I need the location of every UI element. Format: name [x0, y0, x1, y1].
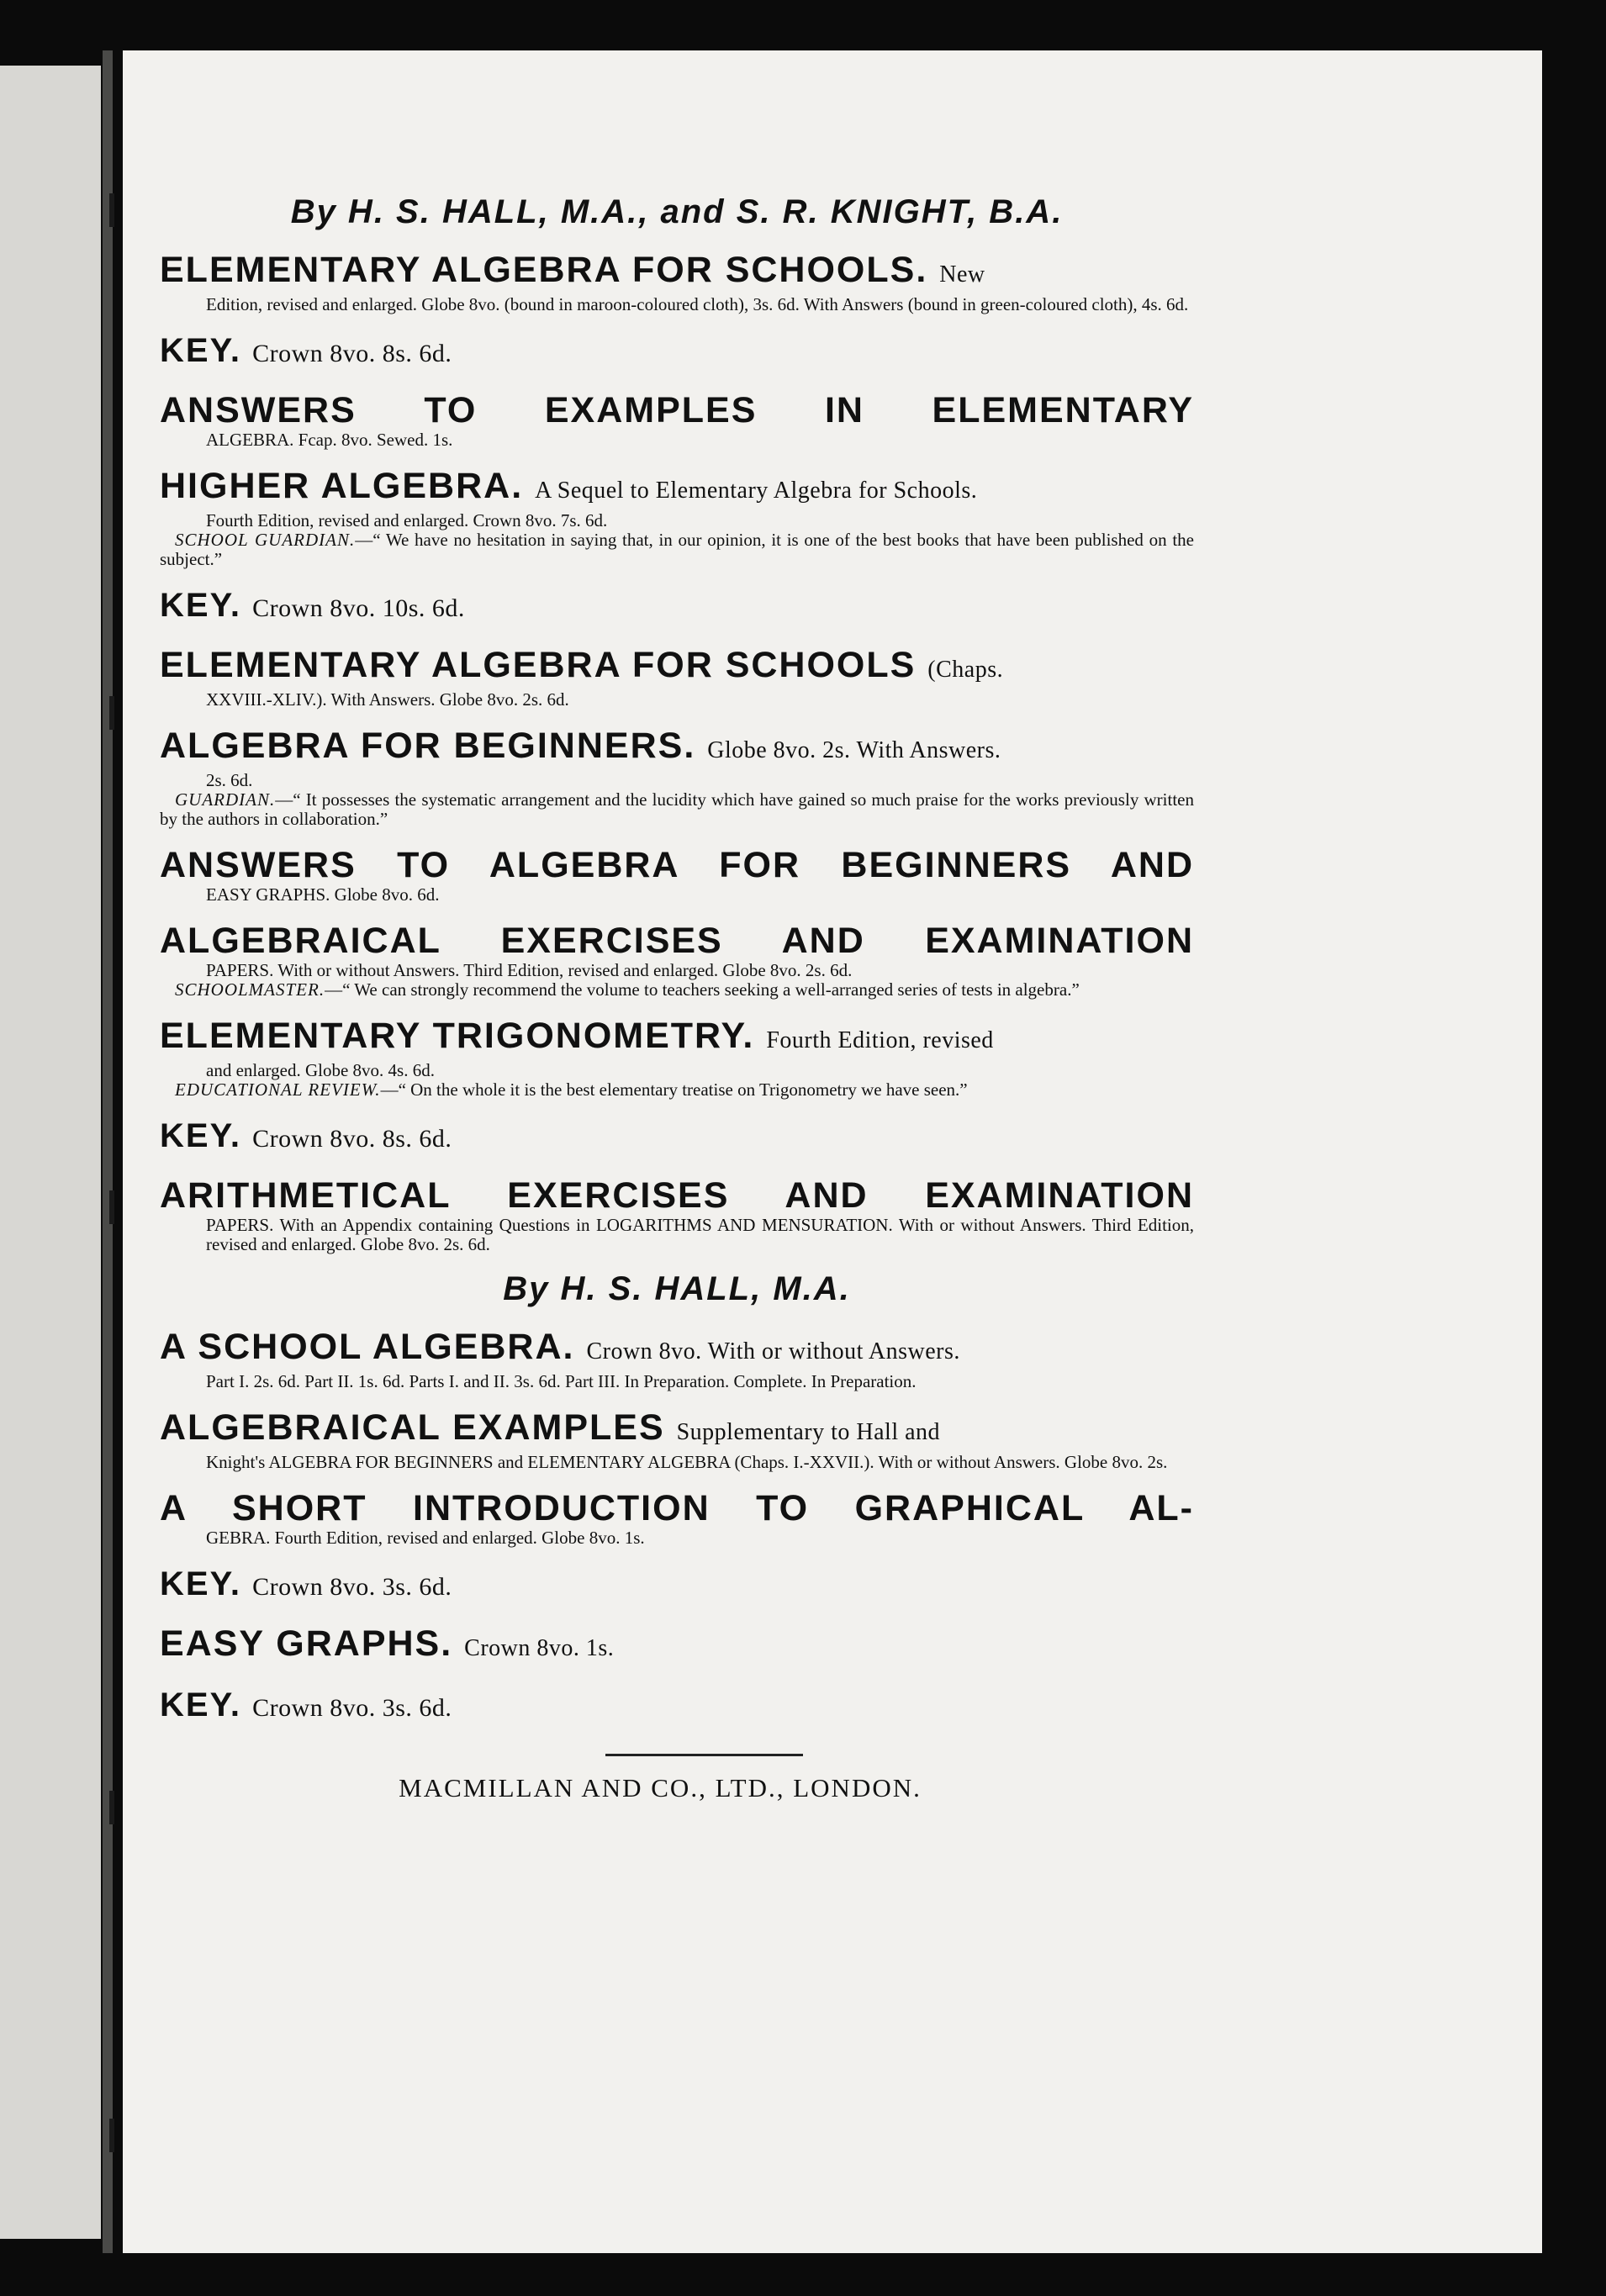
book-title-line: [160, 921, 1194, 961]
book-title-detail: Crown 8vo. With or without Answers.: [586, 1338, 960, 1364]
book-title: HIGHER ALGEBRA.: [160, 466, 524, 506]
book-description: EASY GRAPHS. Globe 8vo. 6d.: [206, 884, 440, 905]
book-title-detail: Crown 8vo. 8s. 6d.: [252, 340, 452, 367]
book-description: Fourth Edition, revised and enlarged. Crown 8vo. 7s. 6d.: [206, 510, 608, 530]
book-title: EASY GRAPHS.: [160, 1623, 453, 1664]
review-quote: —“ We can strongly recommend the volume to teachers seeking a well-arranged series of tests in algebra.”: [325, 979, 1080, 1000]
book-entry: [160, 466, 1194, 569]
book-title: ARITHMETICAL EXERCISES AND EXAMINATION: [160, 1175, 1194, 1216]
book-title: ALGEBRAICAL EXERCISES AND EXAMINATION: [160, 921, 1194, 961]
press-review: [160, 1080, 1194, 1100]
book-title-line: [160, 1564, 1194, 1607]
book-entry: [160, 845, 1194, 905]
book-entry: [160, 1623, 1194, 1669]
book-entry: [160, 250, 1194, 314]
book-title-line: [160, 1016, 1194, 1061]
book-title: KEY.: [160, 587, 241, 624]
review-source: SCHOOL GUARDIAN.: [175, 530, 356, 550]
book-title: ELEMENTARY ALGEBRA FOR SCHOOLS.: [160, 250, 928, 290]
book-entry: [160, 1327, 1194, 1391]
author-byline: By H. S. HALL, M.A., and S. R. KNIGHT, B.A.: [290, 193, 1064, 230]
book-entry: [160, 921, 1194, 1000]
review-quote: —“ On the whole it is the best elementary treatise on Trigonometry we have seen.”: [380, 1079, 968, 1100]
book-description: Edition, revised and enlarged. Globe 8vo. (bound in maroon-coloured cloth), 3s. 6d. With Answers (bound in green-coloured cloth), 4s. 6d.: [206, 294, 1189, 314]
book-entry: [160, 1407, 1194, 1472]
divider-rule: [605, 1754, 803, 1756]
book-title: KEY.: [160, 1117, 241, 1154]
book-entry: [160, 1564, 1194, 1607]
book-description: and enlarged. Globe 8vo. 4s. 6d.: [206, 1060, 435, 1080]
book-description: PAPERS. With an Appendix containing Questions in LOGARITHMS AND MENSURATION. With or without Answers. Third Edition, revised and enlarged. Globe 8vo. 2s. 6d.: [206, 1215, 1194, 1254]
book-title-detail: Globe 8vo. 2s. With Answers.: [707, 737, 1001, 763]
book-title-detail: A Sequel to Elementary Algebra for Schools.: [535, 478, 978, 504]
book-title-line: [160, 726, 1194, 771]
book-title: ELEMENTARY ALGEBRA FOR SCHOOLS: [160, 645, 917, 685]
book-description: XXVIII.-XLIV.). With Answers. Globe 8vo. 2s. 6d.: [206, 689, 569, 710]
book-title-line: [160, 390, 1194, 430]
book-entry: [160, 1116, 1194, 1159]
book-description: Knight's ALGEBRA FOR BEGINNERS and ELEMENTARY ALGEBRA (Chaps. I.-XXVII.). With or without Answers. Globe 8vo. 2s.: [206, 1452, 1168, 1472]
book-title-line: [160, 1685, 1194, 1729]
book-title-line: [160, 1488, 1194, 1528]
book-entry: [160, 726, 1194, 829]
book-title-line: [160, 1116, 1194, 1159]
book-description: ALGEBRA. Fcap. 8vo. Sewed. 1s.: [206, 430, 453, 450]
book-entry: [160, 1488, 1194, 1548]
book-title: ELEMENTARY TRIGONOMETRY.: [160, 1016, 755, 1056]
book-title-detail: Crown 8vo. 1s.: [464, 1635, 615, 1661]
book-title-detail: New: [939, 261, 985, 288]
book-title-line: [160, 645, 1194, 690]
book-list-hall-knight: [160, 250, 1194, 1254]
book-description: GEBRA. Fourth Edition, revised and enlarged. Globe 8vo. 1s.: [206, 1528, 645, 1548]
review-source: EDUCATIONAL REVIEW.: [175, 1079, 381, 1100]
book-title: ALGEBRAICAL EXAMPLES: [160, 1407, 665, 1448]
book-title-line: [160, 1175, 1194, 1216]
book-entry: [160, 645, 1194, 710]
book-title-detail: Crown 8vo. 10s. 6d.: [252, 594, 465, 622]
book-description: PAPERS. With or without Answers. Third Edition, revised and enlarged. Globe 8vo. 2s. 6d.: [206, 960, 853, 980]
book-entry: [160, 330, 1194, 374]
book-title-line: [160, 250, 1194, 295]
book-title-detail: Crown 8vo. 3s. 6d.: [252, 1694, 452, 1722]
review-quote: —“ We have no hesitation in saying that, in our opinion, it is one of the best books that have been published on the subject.”: [160, 530, 1194, 569]
advertisement-content: [160, 193, 1194, 1803]
facing-page-edge: [0, 66, 101, 2239]
review-source: GUARDIAN.: [175, 789, 276, 810]
book-title: A SCHOOL ALGEBRA.: [160, 1327, 575, 1367]
book-title-line: [160, 845, 1194, 885]
press-review: [160, 530, 1194, 569]
book-entry: [160, 1016, 1194, 1100]
book-title-line: [160, 330, 1194, 374]
book-title-detail: Supplementary to Hall and: [676, 1419, 941, 1445]
book-entry: [160, 585, 1194, 629]
book-title: KEY.: [160, 332, 241, 369]
book-title-detail: Fourth Edition, revised: [766, 1027, 994, 1053]
book-title-line: [160, 585, 1194, 629]
book-title-line: [160, 466, 1194, 511]
book-entry: [160, 390, 1194, 450]
book-title-line: [160, 1407, 1194, 1453]
review-source: SCHOOLMASTER.: [175, 979, 325, 1000]
book-entry: [160, 1685, 1194, 1729]
book-description: Part I. 2s. 6d. Part II. 1s. 6d. Parts I. and II. 3s. 6d. Part III. In Preparation. Complete. In Preparation.: [206, 1371, 917, 1391]
publisher-imprint: MACMILLAN AND CO., LTD., LONDON.: [399, 1773, 922, 1802]
book-title: ANSWERS TO ALGEBRA FOR BEGINNERS AND: [160, 845, 1194, 885]
book-title: ANSWERS TO EXAMPLES IN ELEMENTARY: [160, 390, 1194, 430]
book-entry: [160, 1175, 1194, 1254]
book-description: 2s. 6d.: [206, 770, 253, 790]
book-title-line: [160, 1623, 1194, 1669]
press-review: [160, 790, 1194, 829]
book-list-hall: [160, 1327, 1194, 1729]
book-title-detail: Crown 8vo. 3s. 6d.: [252, 1573, 452, 1601]
author-byline-hall: By H. S. HALL, M.A.: [503, 1270, 851, 1307]
book-title: KEY.: [160, 1686, 241, 1723]
book-title-detail: Crown 8vo. 8s. 6d.: [252, 1125, 452, 1153]
press-review: [160, 980, 1194, 1000]
book-title-line: [160, 1327, 1194, 1372]
book-title-detail: (Chaps.: [927, 657, 1004, 683]
book-title: ALGEBRA FOR BEGINNERS.: [160, 726, 696, 766]
book-title: KEY.: [160, 1565, 241, 1602]
review-quote: —“ It possesses the systematic arrangement and the lucidity which have gained so much praise for the works previously written by the authors in collaboration.”: [160, 789, 1194, 829]
book-title: A SHORT INTRODUCTION TO GRAPHICAL AL-: [160, 1488, 1194, 1528]
